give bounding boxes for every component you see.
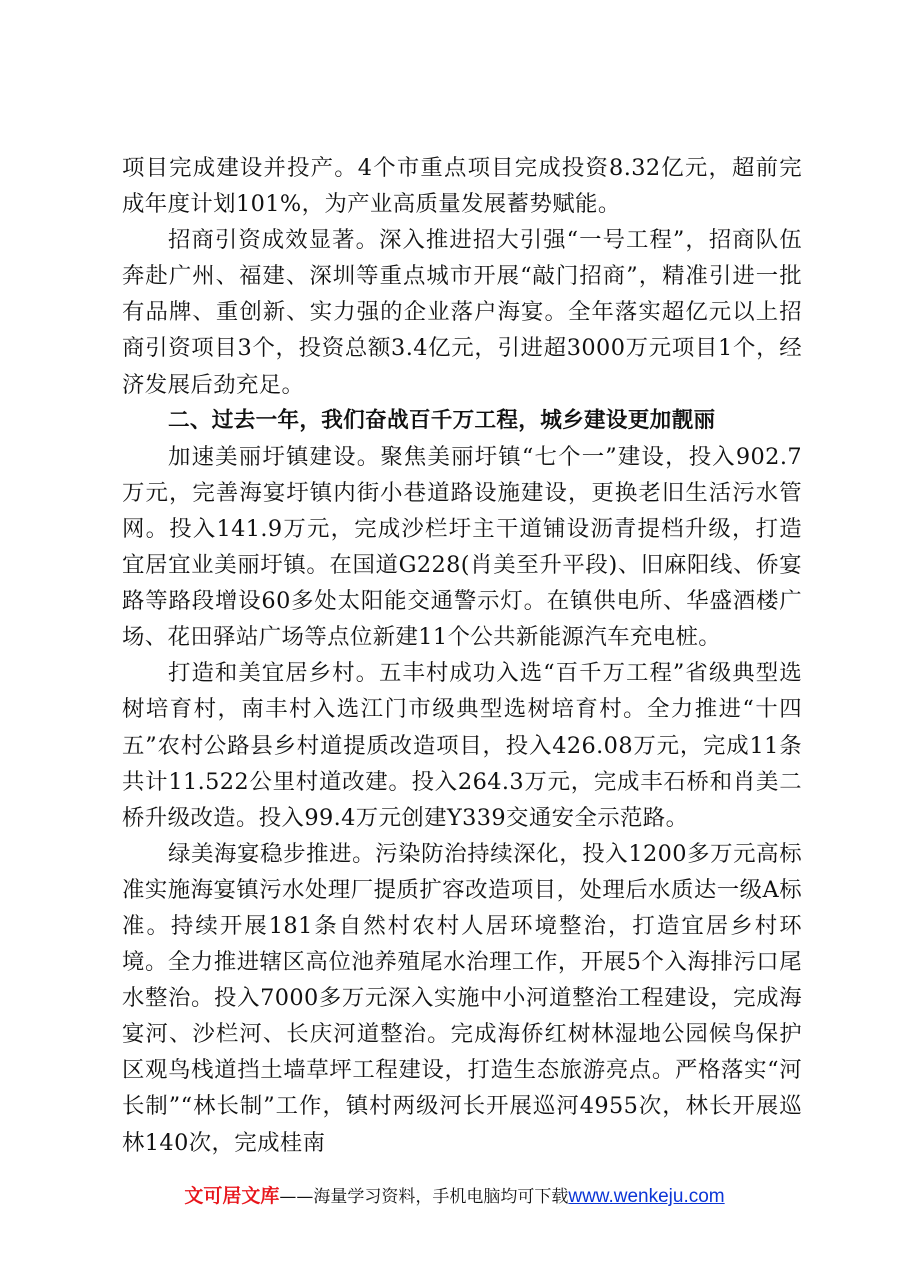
document-body xyxy=(122,150,802,1161)
footer-tagline: 海量学习资料，手机电脑均可下载 xyxy=(313,1187,569,1207)
paragraph-livable-villages: 打造和美宜居乡村。五丰村成功入选“百千万工程”省级典型选树培育村，南丰村入选江门市级典型选树培育村。全力推进“十四五”农村公路县乡村道提质改造项目，投入426.08万元，完成11条共计11.522公里村道改建。投入264.3万元，完成丰石桥和肖美二桥升级改造。投入99.4万元创建Y339交通安全示范路。 xyxy=(122,660,802,831)
paragraph-investment-attraction: 招商引资成效显著。深入推进招大引强“一号工程”，招商队伍奔赴广州、福建、深圳等重点城市开展“敲门招商”，精准引进一批有品牌、重创新、实力强的企业落户海宴。全年落实超亿元以上招商引资项目3个，投资总额3.4亿元，引进超3000万元项目1个，经济发展后劲充足。 xyxy=(122,227,802,398)
paragraph-town-construction: 加速美丽圩镇建设。聚焦美丽圩镇“七个一”建设，投入902.7万元，完善海宴圩镇内街小巷道路设施建设，更换老旧生活污水管网。投入141.9万元，完成沙栏圩主干道铺设沥青提档升级，打造宜居宜业美丽圩镇。在国道G228(肖美至升平段)、旧麻阳线、侨宴路等路段增设60多处太阳能交通警示灯。在镇供电所、华盛酒楼广场、花田驿站广场等点位新建11个公共新能源汽车充电桩。 xyxy=(122,443,802,651)
footer-url-link[interactable]: www.wenkeju.com xyxy=(568,1186,725,1207)
footer-banner xyxy=(0,1183,909,1210)
footer-separator: —— xyxy=(279,1187,314,1207)
section-heading: 二、过去一年，我们奋战百千万工程，城乡建设更加靓丽 xyxy=(168,407,716,433)
paragraph-continuation: 项目完成建设并投产。4个市重点项目完成投资8.32亿元，超前完成年度计划101%，为产业高质量发展蓄势赋能。 xyxy=(122,155,802,218)
footer-brand: 文可居文库 xyxy=(184,1185,280,1207)
paragraph-green-haiyan: 绿美海宴稳步推进。污染防治持续深化，投入1200多万元高标准实施海宴镇污水处理厂提质扩容改造项目，处理后水质达一级A标准。持续开展181条自然村农村人居环境整治，打造宜居乡村环境。全力推进辖区高位池养殖尾水治理工作，开展5个入海排污口尾水整治。投入7000多万元深入实施中小河道整治工程建设，完成海宴河、沙栏河、长庆河道整治。完成海侨红树林湿地公园候鸟保护区观鸟栈道挡土墙草坪工程建设，打造生态旅游亮点。严格落实“河长制”“林长制”工作，镇村两级河长开展巡河4955次，林长开展巡林140次，完成桂南 xyxy=(122,840,802,1156)
